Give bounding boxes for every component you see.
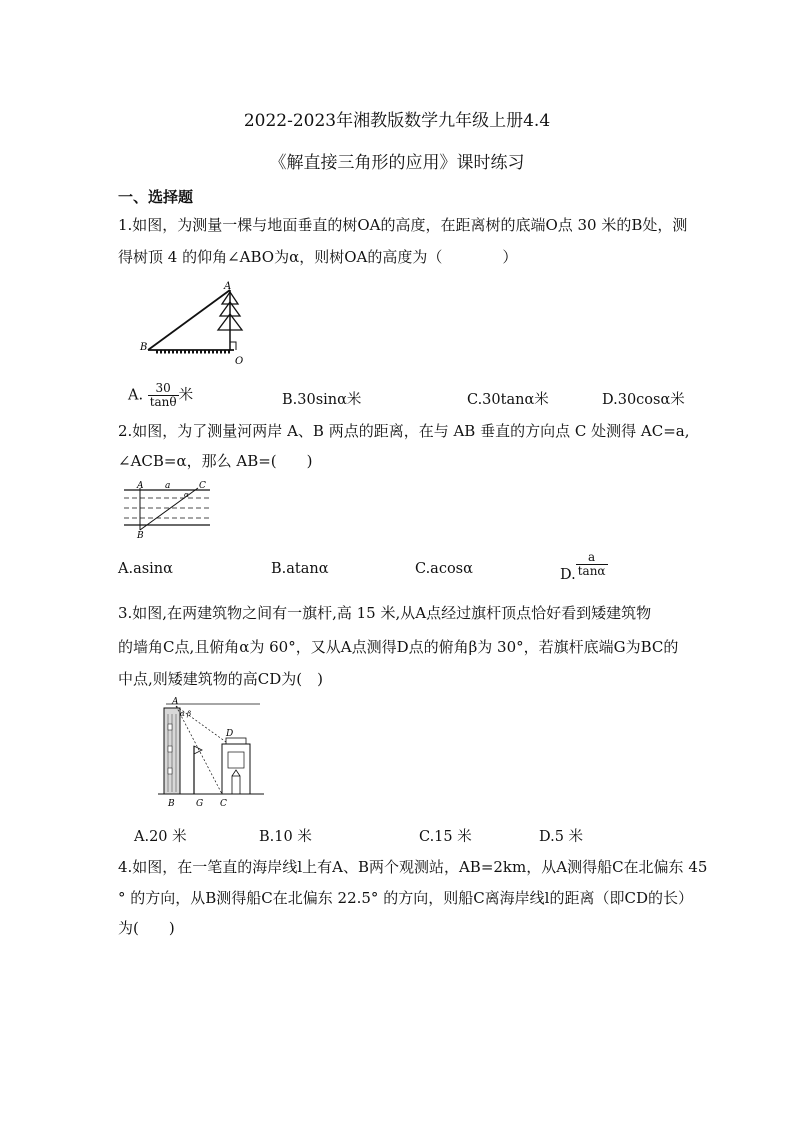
q3-line-2: 的墙角C点,且俯角α为 60°，又从A点测得D点的俯角β为 30°，若旗杆底端G为BC的 (118, 638, 679, 656)
q2-option-c: C.acosα (415, 561, 473, 577)
q4-line-1: 4.如图，在一笔直的海岸线l上有A、B两个观测站，AB=2km，从A测得船C在北偏东 45 (118, 858, 708, 876)
q4-line-2: ° 的方向，从B测得船C在北偏东 22.5° 的方向，则船C离海岸线l的距离（即CD的长） (118, 889, 693, 907)
q1-label-o: O (235, 356, 244, 367)
q2-label-b: B (137, 531, 144, 541)
q2-line-2: ∠ACB=α，那么 AB=( ) (118, 452, 313, 470)
q3-line-3: 中点,则矮建筑物的高CD为( ) (118, 670, 323, 688)
q3-option-b: B.10 米 (259, 829, 312, 845)
q1-option-d: D.30cosα米 (602, 392, 685, 408)
q1-label-a: A (224, 281, 232, 292)
q3-line-1: 3.如图,在两建筑物之间有一旗杆,高 15 米,从A点经过旗杆顶点恰好看到矮建筑物 (118, 604, 652, 622)
q2-option-d: D. $\frac{a}{\tan\alpha}$ (560, 550, 606, 583)
q3-option-c: C.15 米 (419, 829, 472, 845)
q2-river-figure (120, 478, 215, 540)
q2-label-a-side: a (165, 481, 171, 491)
title-line-2: 《解直接三角形的应用》课时练习 (269, 153, 525, 173)
q2-option-b: B.atanα (271, 561, 329, 577)
q3-option-d: D.5 米 (539, 829, 584, 845)
q2-label-c: C (199, 481, 206, 491)
q1-line-1: 1.如图，为测量一棵与地面垂直的树OA的高度，在距离树的底端O点 30 米的B处，测 (118, 216, 688, 234)
q1-tree-figure (138, 280, 248, 370)
q3-label-alpha: α (180, 710, 185, 718)
q3-option-a: A.20 米 (134, 829, 187, 845)
q3-label-c: C (220, 799, 227, 809)
section-heading: 一、选择题 (118, 188, 194, 206)
q1-option-a: A. $\frac{30}{\tan\theta}$ 米 (128, 381, 194, 409)
q1-label-b: B (140, 342, 148, 353)
q2-line-1: 2.如图，为了测量河两岸 A、B 两点的距离，在与 AB 垂直的方向点 C 处测得 AC=a, (118, 422, 690, 440)
q2-option-a: A.asinα (118, 561, 173, 577)
q3-label-g: G (196, 799, 204, 809)
q2-label-a: A (137, 481, 144, 491)
q3-buildings-figure (156, 696, 266, 811)
q1-option-c: C.30tanα米 (467, 392, 549, 408)
q2-label-alpha: α (184, 491, 189, 499)
q4-line-3: 为( ) (118, 919, 175, 937)
q3-label-a: A (172, 697, 179, 707)
q1-option-b: B.30sinα米 (282, 392, 362, 408)
q1-line-2: 得树顶 4 的仰角∠ABO为α，则树OA的高度为（ ） (118, 248, 518, 266)
title-line-1: 2022-2023年湘教版数学九年级上册4.4 (243, 111, 551, 131)
q3-label-beta: β (187, 710, 192, 718)
q3-label-b: B (168, 799, 175, 809)
q3-label-d: D (226, 729, 234, 739)
